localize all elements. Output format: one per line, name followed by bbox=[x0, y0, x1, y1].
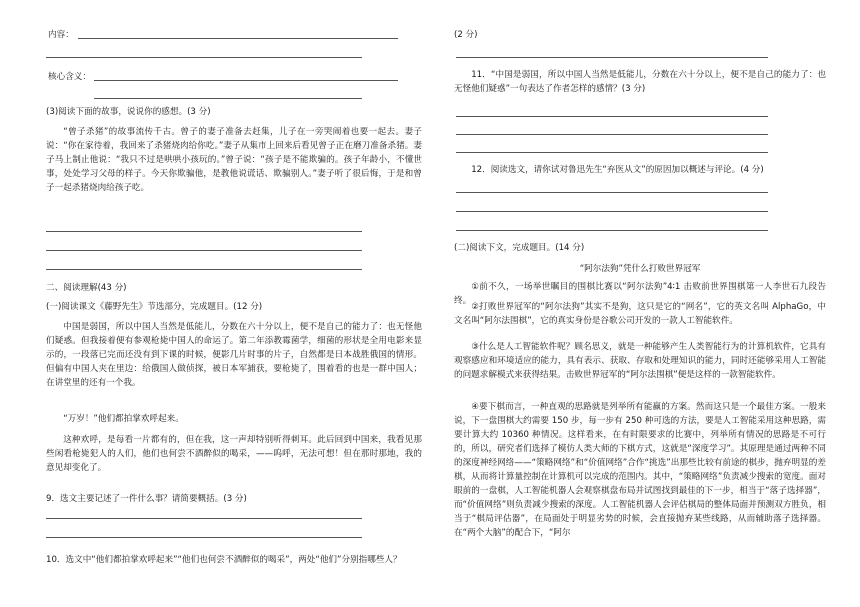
answer-line bbox=[456, 116, 768, 117]
passage-paragraph: “万岁！”他们都拍掌欢呼起来。 bbox=[63, 414, 184, 424]
answer-line bbox=[46, 57, 362, 58]
answer-line bbox=[46, 250, 362, 251]
article-paragraph-1: ①前不久，一场举世瞩目的围棋比赛以“阿尔法狗”4∶1 击败前世界围棋第一人李世石九段告终。 bbox=[454, 282, 826, 306]
score-note: (2 分) bbox=[454, 30, 478, 40]
answer-line bbox=[46, 269, 362, 270]
article-paragraph-4: ④要下棋而言，一种直观的思路就是列举所有能赢的方案。然而这只是一个最佳方案。一般来说，下一盘围棋大约需要 150 步，每一步有 250 种可选的方法，要是人工智能采用这种思路，需要计算大约 10360 种情况。这样看来，在有时限要求的比赛中，列举所有情况的思路是不可行的，所以，研究者们选择了模仿人类大师的下棋方式，这就是“深度学习”。其原理是通过两种不同的深度神经网络——“策略网络”和“价值网络”合作“挑选”出那些比较有前途的棋步，抛弃明显的差棋，从而将计算量控制在计算机可以完成的范围内。其中，“策略网络”负责减少搜索的宽度。面对眼前的一盘棋，人工智能机器人会观察棋盘布局并试图找到最佳的下一步，相当于“落子选择器”，而“价值网络”则负责减少搜索的深度。人工智能机器人会评估棋局的整体局面并预测双方胜负，相当于“棋局评估器”，在局面处于明显劣势的时候，会直接抛弃某些线路，从而辅助落子选择器。在“两个大脑”的配合下，“阿尔 bbox=[454, 402, 826, 538]
answer-line bbox=[46, 231, 362, 232]
answer-line bbox=[456, 134, 768, 135]
article-paragraph-3: ③什么是人工智能软件呢？顾名思义，就是一种能够产生人类智能行为的计算机软件，它具有观察感应和环境适应的能力，具有表示、获取、存取和处理知识的能力，同时还能够采用人工智能的问题求解模式来获得结果。击败世界冠军的“阿尔法围棋”便是这样的一款智能软件。 bbox=[454, 342, 826, 380]
answer-line bbox=[456, 192, 768, 193]
answer-line bbox=[94, 98, 362, 99]
answer-line bbox=[94, 80, 398, 81]
section-2-heading: 二、阅读理解(43 分) bbox=[46, 283, 127, 293]
answer-line bbox=[456, 230, 768, 231]
answer-line bbox=[456, 57, 768, 58]
passage-paragraph: 这种欢呼，是每看一片都有的，但在我，这一声却特别听得刺耳。此后回到中国来，我看见那些闲看枪毙犯人的人们，他们也何尝不酒醉似的喝采，——呜呼，无法可想！但在那时那地，我的意见却变化了。 bbox=[46, 435, 422, 473]
question-9: 9．选文主要记述了一件什么事？请简要概括。(3 分) bbox=[46, 494, 247, 504]
answer-line bbox=[78, 38, 398, 39]
question-12: 12．阅读选文，请你试对鲁迅先生“弃医从文”的原因加以概述与评论。(4 分) bbox=[471, 165, 764, 175]
answer-line bbox=[456, 152, 768, 153]
answer-line bbox=[46, 537, 362, 538]
passage-paragraph: 中国是弱国，所以中国人当然是低能儿，分数在六十分以上，便不是自己的能力了：也无怪他们疑惑。但我接着便有参观枪毙中国人的命运了。第二年添教霉菌学，细菌的形状是全用电影来显示的，一段落已完而还没有到下课的时候，便影几片时事的片子，自然都是日本战胜俄国的情形。但偏有中国人夹在里边：给俄国人做侦探，被日本军捕获，要枪毙了，围着看的也是一群中国人；在讲堂里的还有一个我。 bbox=[46, 322, 422, 388]
answer-line bbox=[46, 518, 362, 519]
core-meaning-label: 核心含义： bbox=[48, 72, 91, 82]
subsection-1-heading: (一)阅读课文《藤野先生》节选部分，完成题目。(12 分) bbox=[46, 302, 263, 312]
question-3: (3)阅读下面的故事，说说你的感想。(3 分) bbox=[46, 107, 211, 117]
content-label: 内容： bbox=[48, 30, 74, 40]
question-11: 11．“中国是弱国，所以中国人当然是低能儿，分数在六十分以上，便不是自己的能力了：也无怪他们疑惑”一句表达了作者怎样的感情？(3 分) bbox=[454, 70, 826, 94]
answer-line bbox=[456, 211, 768, 212]
story-paragraph: “曾子杀猪”的故事流传千古。曾子的妻子准备去赶集，儿子在一旁哭闹着也要一起去。妻子说：“你在家待着，我回来了杀猪烧肉给你吃。”妻子从集市上回来后看见曾子正在磨刀准备杀猪。妻子马上制止他说：“我只不过是哄哄小孩玩的。”曾子说：“孩子是不能欺骗的。孩子年龄小，不懂世事，处处学习父母的样子。今天你欺骗他，是教他说谎话、欺骗别人。”妻子听了很后悔，于是和曾子一起杀猪烧肉给孩子吃。 bbox=[46, 127, 422, 193]
question-10: 10．选文中“他们都拍掌欢呼起来”“他们也何尝不酒醉似的喝采”，两处“他们”分别指哪些人？ bbox=[46, 555, 402, 565]
article-title: “阿尔法狗”凭什么打败世界冠军 bbox=[579, 264, 701, 274]
article-paragraph-2: ②打败世界冠军的“阿尔法狗”其实不是狗，这只是它的“网名”，它的英文名叫 AlphaGo，中文名叫“阿尔法围棋”，它的真实身份是谷歌公司开发的一款人工智能软件。 bbox=[454, 302, 826, 326]
subsection-2-heading: (二)阅读下文，完成题目。(14 分) bbox=[454, 243, 585, 253]
